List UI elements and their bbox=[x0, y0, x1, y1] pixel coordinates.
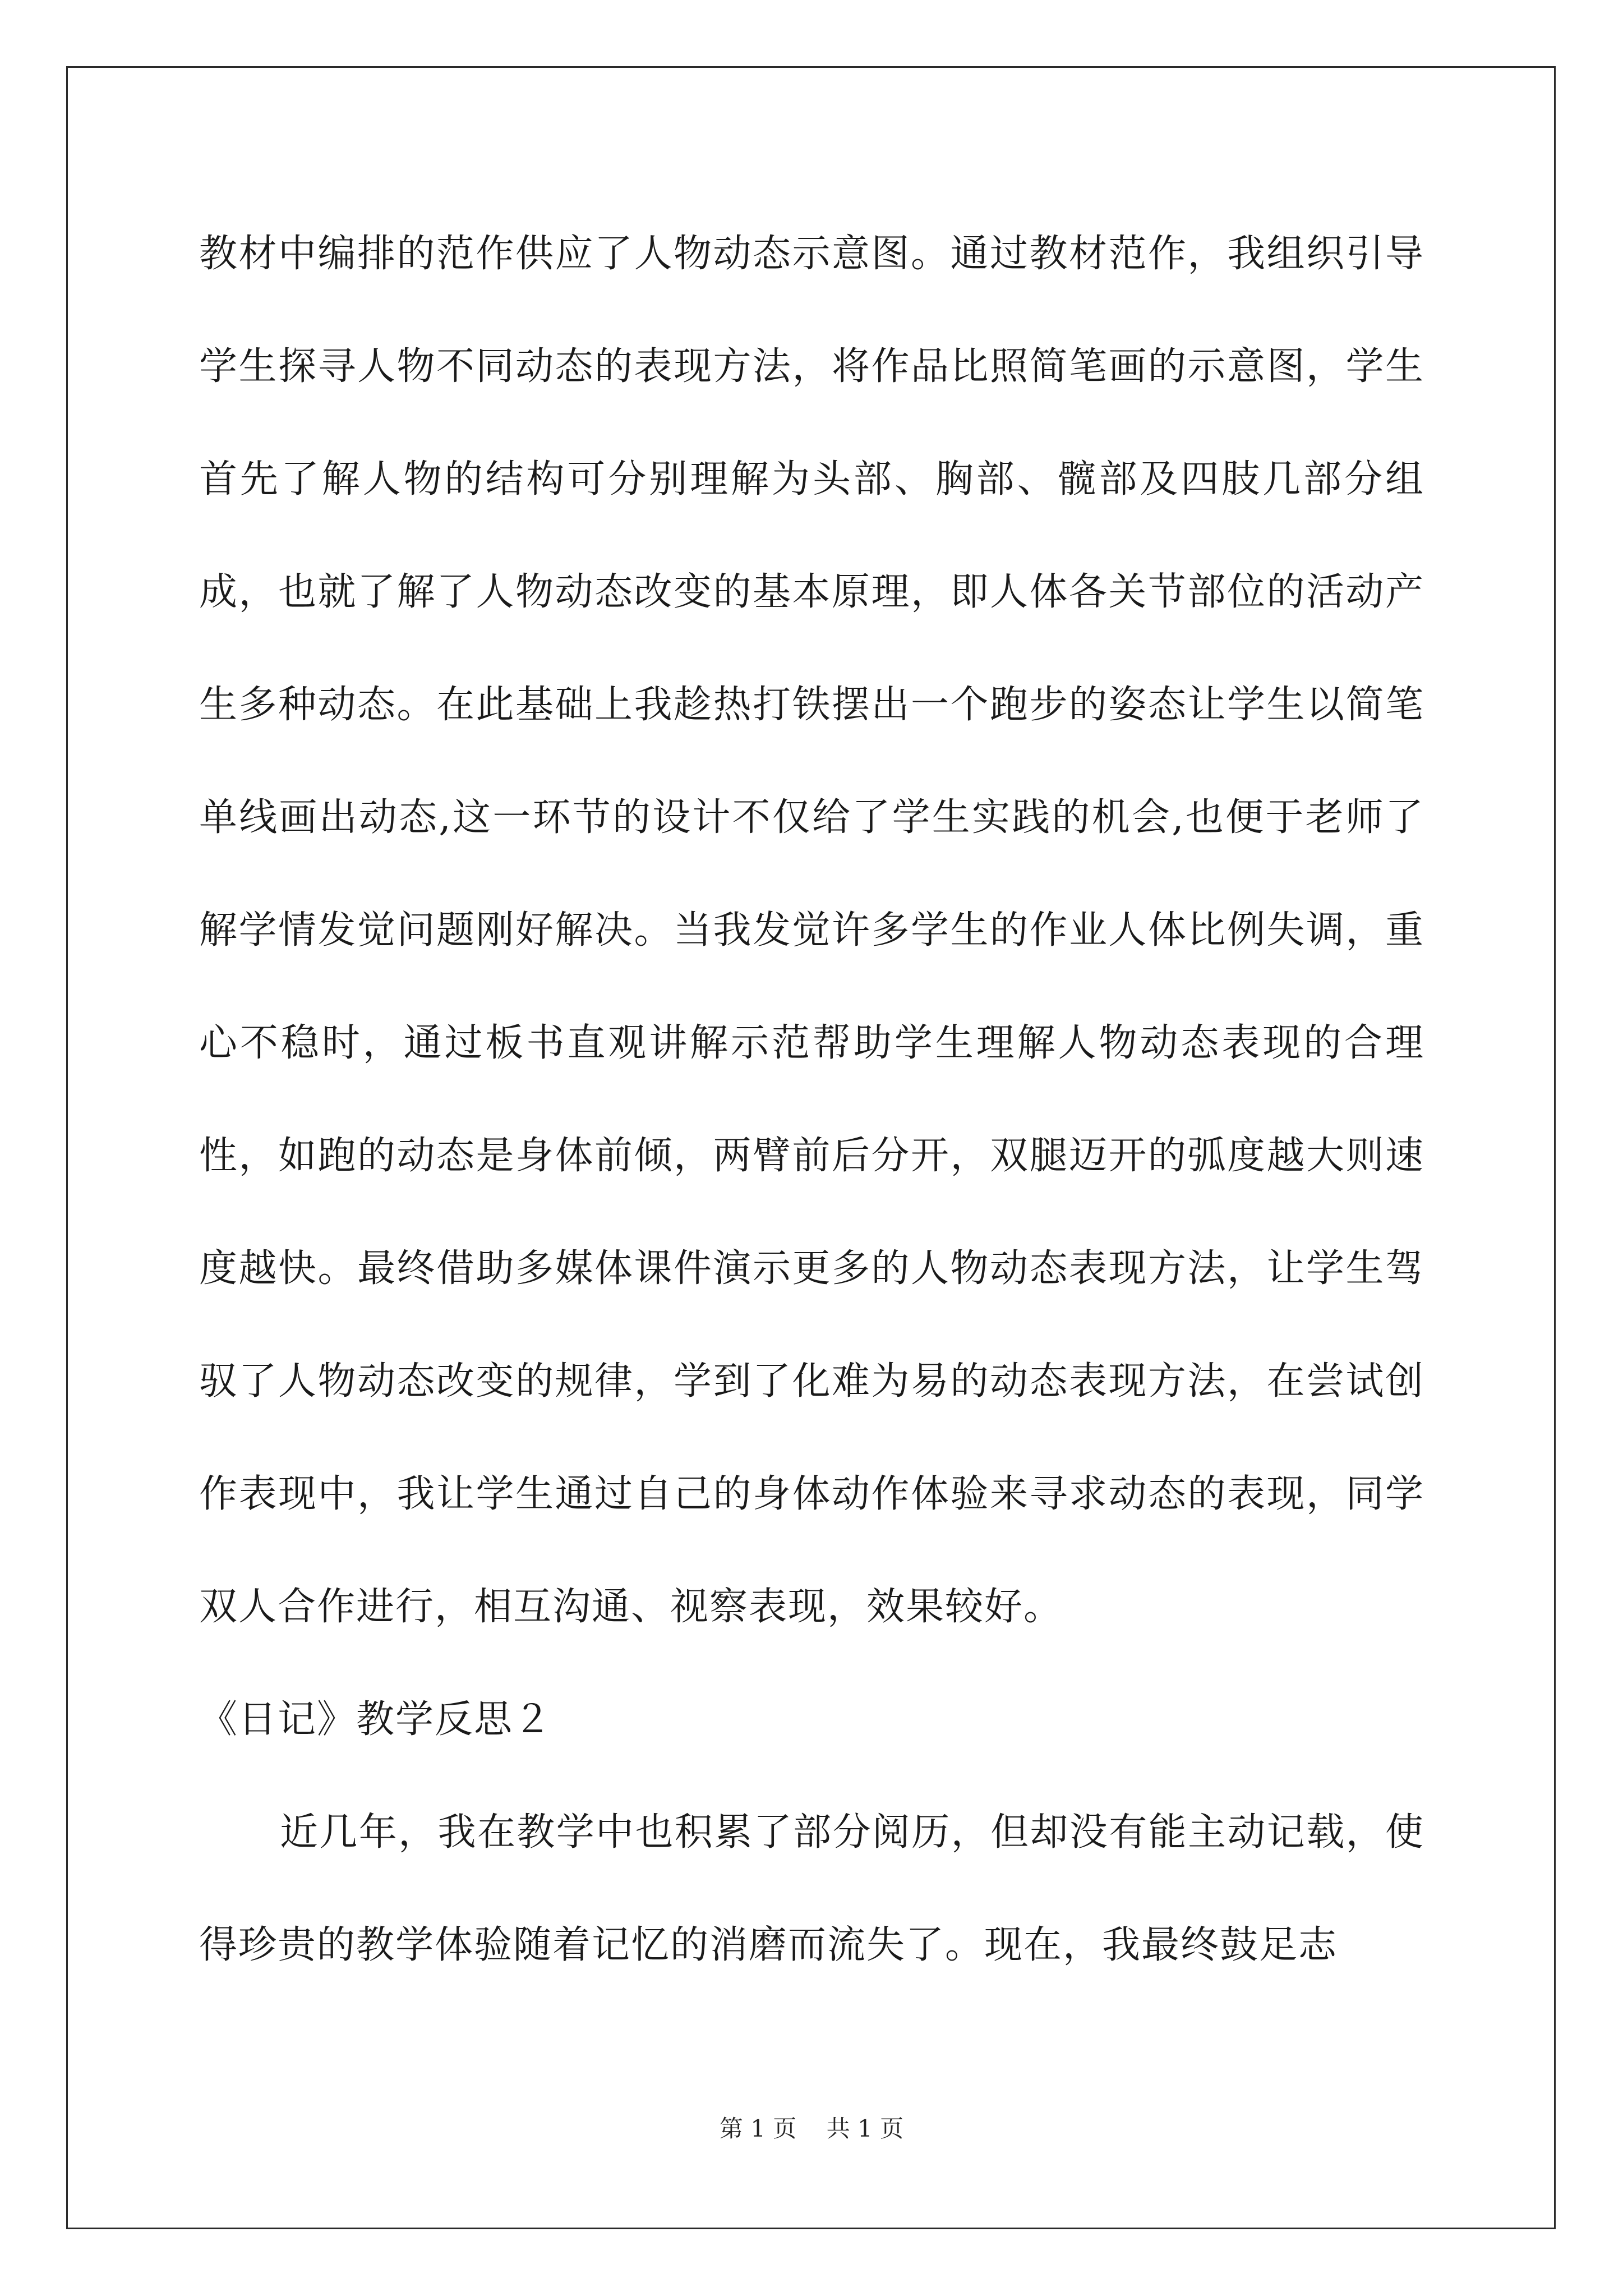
section-heading: 《日记》教学反思２ bbox=[199, 1697, 553, 1742]
page-footer: 第 1 页 共 1 页 bbox=[719, 2115, 904, 2142]
body-paragraph-1: 教材中编排的范作供应了人物动态示意图。通过教材范作，我组织引导学生探寻人物不同动态的表现方法，将作品比照简笔画的示意图，学生首先了解人物的结构可分别理解为头部、胸部、髋部及四肢几部分组成，也就了解了人物动态改变的基本原理，即人体各关节部位的活动产生多种动态。在此基础上我趁热打铁摆出一个跑步的姿态让学生以简笔单线画出动态,这一环节的设计不仅给了学生实践的机会,也便于老师了解学情发觉问题刚好解决。当我发觉许多学生的作业人体比例失调，重心不稳时，通过板书直观讲解示范帮助学生理解人物动态表现的合理性，如跑的动态是身体前倾，两臂前后分开，双腿迈开的弧度越大则速度越快。最终借助多媒体课件演示更多的人物动态表现方法，让学生驾驭了人物动态改变的规律，学到了化难为易的动态表现方法，在尝试创作表现中，我让学生通过自己的身体动作体验来寻求动态的表现，同学双人合作进行，相互沟通、视察表现，效果较好。 bbox=[199, 232, 1424, 1629]
document-body bbox=[199, 197, 1424, 2001]
body-paragraph-2: 近几年，我在教学中也积累了部分阅历，但却没有能主动记载，使得珍贵的教学体验随着记忆的消磨而流失了。现在，我最终鼓足志 bbox=[199, 1810, 1424, 1967]
